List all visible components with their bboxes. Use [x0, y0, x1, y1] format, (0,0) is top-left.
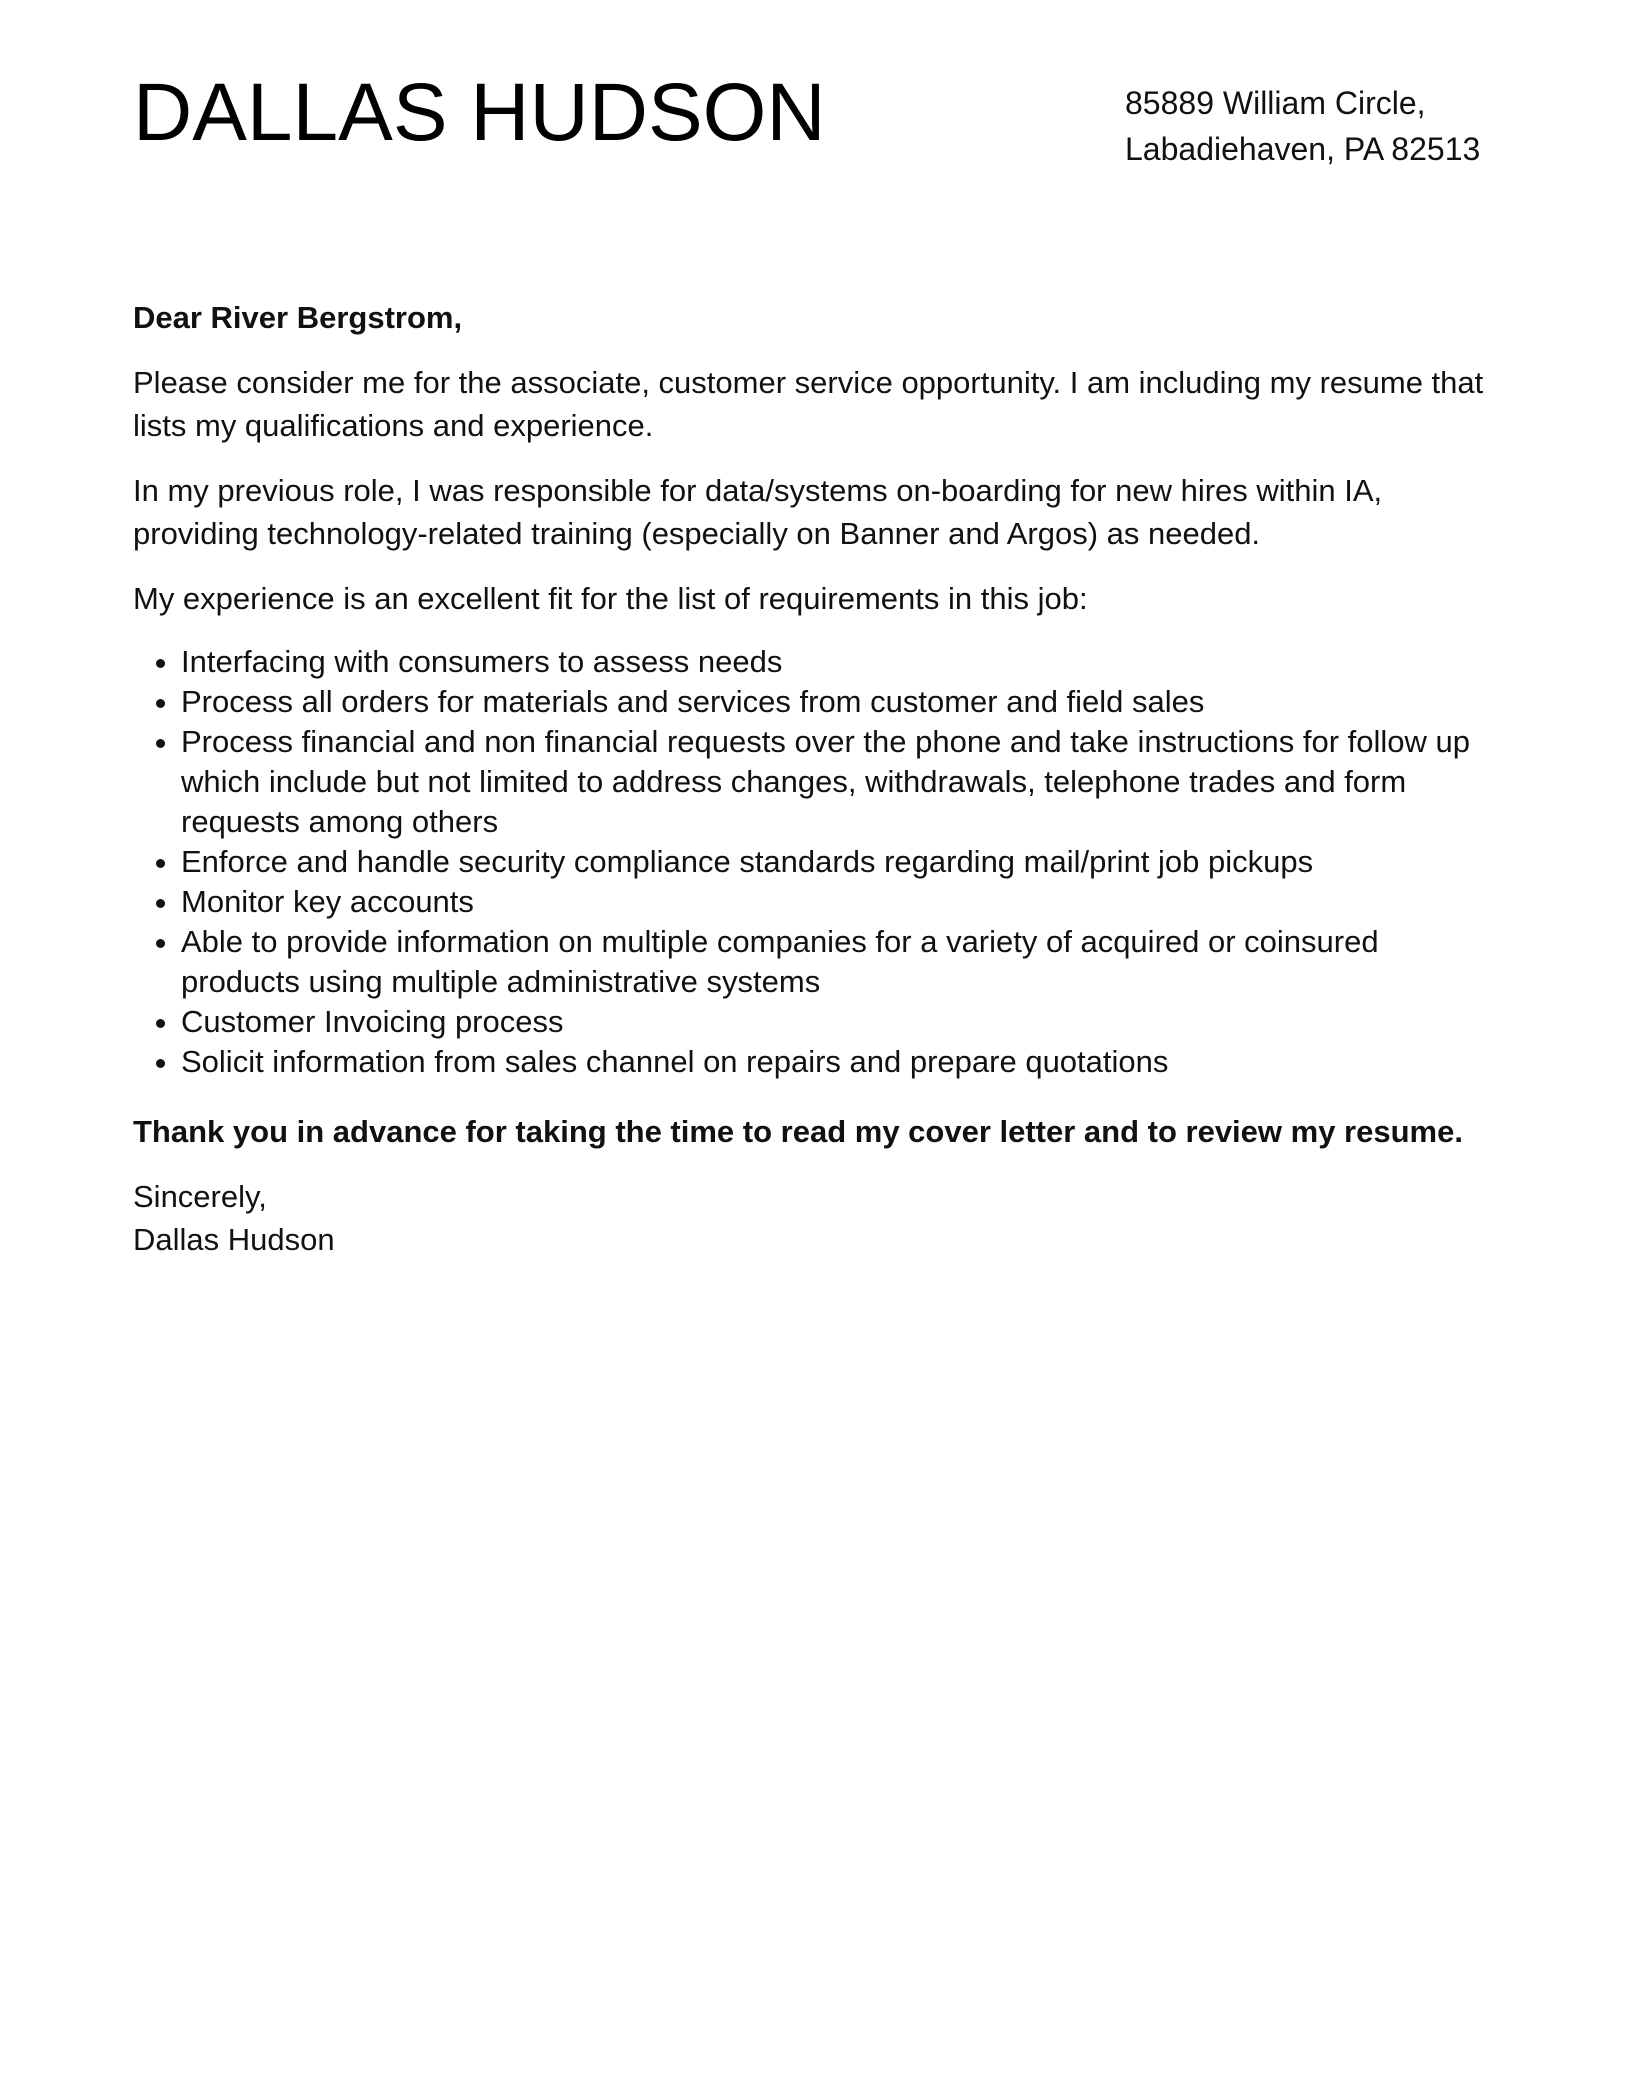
list-item: • Customer Invoicing process	[181, 1002, 1499, 1042]
signoff: Sincerely,	[133, 1179, 267, 1214]
closing-statement: Thank you in advance for taking the time to read my cover letter and to review my resume.	[133, 1114, 1463, 1149]
applicant-address	[1125, 80, 1480, 172]
list-item: • Monitor key accounts	[181, 882, 1499, 922]
list-item: • Interfacing with consumers to assess needs	[181, 642, 1499, 682]
list-item: • Able to provide information on multiple companies for a variety of acquired or coinsured products using multiple administrative systems	[181, 922, 1499, 1002]
salutation: Dear River Bergstrom,	[133, 300, 463, 335]
address-line-1: 85889 William Circle,	[1125, 85, 1426, 121]
address-line-2: Labadiehaven, PA 82513	[1125, 131, 1481, 167]
cover-letter-page	[133, 0, 1499, 2098]
requirements-intro: My experience is an excellent fit for the list of requirements in this job:	[133, 581, 1088, 616]
list-item: • Process financial and non financial requests over the phone and take instructions for follow up which include but not limited to address changes, withdrawals, telephone trades and form requests among others	[181, 722, 1499, 842]
intro-paragraph: Please consider me for the associate, customer service opportunity. I am including my resume that lists my qualifications and experience.	[133, 365, 1484, 443]
applicant-name: DALLAS HUDSON	[133, 67, 826, 158]
list-item: • Enforce and handle security compliance standards regarding mail/print job pickups	[181, 842, 1499, 882]
experience-paragraph: In my previous role, I was responsible for data/systems on-boarding for new hires within IA, providing technology-related training (especially on Banner and Argos) as needed.	[133, 473, 1383, 551]
signature-name: Dallas Hudson	[133, 1222, 335, 1257]
requirements-list	[133, 642, 1499, 1082]
list-item: • Process all orders for materials and services from customer and field sales	[181, 682, 1499, 722]
letter-body	[133, 296, 1499, 1261]
letter-header	[133, 0, 1499, 230]
list-item: • Solicit information from sales channel on repairs and prepare quotations	[181, 1042, 1499, 1082]
